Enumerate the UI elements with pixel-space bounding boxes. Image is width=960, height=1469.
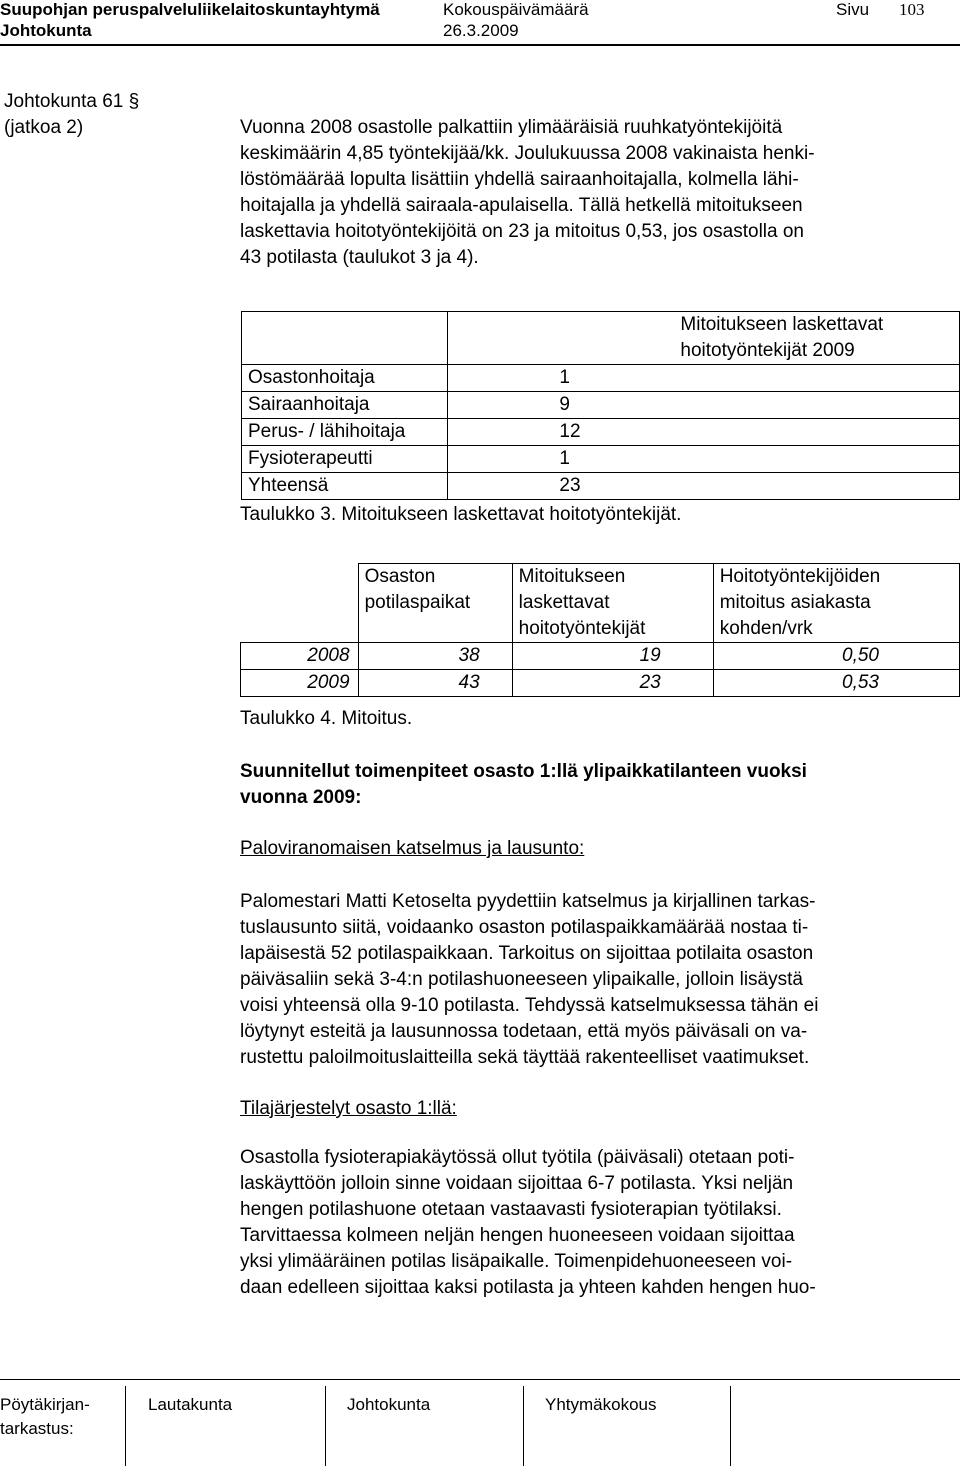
header-doc-type: Kokouspäivämäärä [443, 0, 589, 19]
table-header-line: Mitoitukseen [518, 566, 626, 587]
table-row [242, 419, 960, 446]
table-header-line: mitoitus asiakasta [719, 592, 871, 613]
table-cell [242, 312, 448, 365]
fire-inspection-heading: Paloviranomaisen katselmus ja lausunto: [240, 838, 585, 859]
row-places: 43 [358, 670, 512, 697]
heading-line: Suunnitellut toimenpiteet osasto 1:llä ylipaikkatilanteen vuoksi [240, 761, 807, 782]
row-value: 1 [448, 365, 960, 392]
side-item: Johtokunta 61 § [4, 91, 140, 112]
header-page-number: 103 [899, 0, 925, 19]
footer-line: tarkastus: [0, 1419, 74, 1438]
header-body: Johtokunta [0, 21, 92, 40]
space-arrangements-paragraph [240, 1145, 816, 1301]
staffing-table [241, 311, 960, 500]
paragraph-line: daan edelleen sijoittaa kaksi potilasta ja yhteen kahden hengen huo- [240, 1277, 816, 1298]
footer-divider [125, 1386, 126, 1466]
table-header-line: hoitotyöntekijät [518, 618, 646, 639]
paragraph-line: löytynyt esteitä ja lausunnossa todetaan, että myös päiväsali on va- [240, 1021, 808, 1042]
intro-line: keskimäärin 4,85 työntekijää/kk. Joulukuussa 2008 vakinaista henki- [240, 143, 815, 164]
footer-reviewer-label [0, 1393, 90, 1441]
footer-divider [523, 1386, 524, 1466]
table-row [242, 392, 960, 419]
header-page-label: Sivu [836, 0, 870, 19]
footer-divider [730, 1386, 731, 1466]
table4-caption: Taulukko 4. Mitoitus. [240, 708, 413, 729]
table-header-line: Mitoitukseen laskettavat [680, 314, 884, 335]
paragraph-line: rustettu paloilmoituslaitteilla sekä täyttää rakenteelliset vaatimukset. [240, 1047, 810, 1068]
row-year: 2008 [241, 643, 359, 670]
footer-line: Pöytäkirjan- [0, 1395, 90, 1414]
intro-line: hoitajalla ja yhdellä sairaala-apulaisella. Tällä hetkellä mitoitukseen [240, 195, 803, 216]
table-header-line: hoitotyöntekijät 2009 [680, 340, 855, 361]
header-rule [0, 44, 960, 46]
table-header-line: Osaston [364, 566, 436, 587]
intro-line: löstömäärää lopulta lisättiin yhdellä sairaanhoitajalla, kolmella lähi- [240, 169, 799, 190]
intro-paragraph [240, 115, 815, 271]
table-header-line: laskettavat [518, 592, 610, 613]
table-header-cell [512, 564, 713, 643]
table-row [242, 365, 960, 392]
paragraph-line: tuslausunto siitä, voidaanko osaston potilaspaikkamäärää nostaa ti- [240, 917, 809, 938]
section-heading [240, 759, 807, 811]
table-cell [241, 564, 359, 643]
paragraph-line: päiväsaliin sekä 3-4:n potilashuoneeseen ylipaikalle, jolloin lisäystä [240, 969, 803, 990]
intro-line: Vuonna 2008 osastolle palkattiin ylimääräisiä ruuhkatyöntekijöitä [240, 117, 783, 138]
row-label: Sairaanhoitaja [242, 392, 448, 419]
paragraph-line: yksi ylimääräinen potilas lisäpaikalle. Toimenpidehuoneeseen voi- [240, 1251, 793, 1272]
footer-rule [0, 1379, 960, 1380]
row-staff: 19 [512, 643, 713, 670]
paragraph-line: Osastolla fysioterapiakäytössä ollut työtila (päiväsali) otetaan poti- [240, 1147, 795, 1168]
row-ratio: 0,50 [713, 643, 959, 670]
paragraph-line: voisi yhteensä olla 9-10 potilasta. Tehdyssä katselmuksessa tähän ei [240, 995, 819, 1016]
intro-line: 43 potilasta (taulukot 3 ja 4). [240, 247, 479, 268]
footer-executive: Johtokunta [347, 1395, 431, 1414]
table-row [241, 643, 960, 670]
row-label: Osastonhoitaja [242, 365, 448, 392]
footer-divider [325, 1386, 326, 1466]
space-arrangements-heading: Tilajärjestelyt osasto 1:llä: [240, 1098, 457, 1119]
table-row [241, 670, 960, 697]
row-value: 1 [448, 446, 960, 473]
row-ratio: 0,53 [713, 670, 959, 697]
table-header-cell [448, 312, 960, 365]
row-staff: 23 [512, 670, 713, 697]
fire-inspection-paragraph [240, 889, 818, 1071]
table-row [241, 564, 960, 643]
paragraph-line: hengen potilashuone otetaan vastaavasti fysioterapian työtilaksi. [240, 1199, 782, 1220]
row-label: Yhteensä [242, 473, 448, 500]
table-row [242, 473, 960, 500]
row-value: 9 [448, 392, 960, 419]
table3-caption: Taulukko 3. Mitoitukseen laskettavat hoitotyöntekijät. [240, 504, 682, 525]
table-row [242, 446, 960, 473]
row-year: 2009 [241, 670, 359, 697]
table-header-line: Hoitotyöntekijöiden [719, 566, 881, 587]
paragraph-line: laskäyttöön jolloin sinne voidaan sijoittaa 6-7 potilasta. Yksi neljän [240, 1173, 794, 1194]
heading-line: vuonna 2009: [240, 787, 362, 808]
table-row [242, 312, 960, 365]
side-continuation: (jatkoa 2) [4, 117, 84, 138]
paragraph-line: Tarvittaessa kolmeen neljän hengen huoneeseen voidaan sijoittaa [240, 1225, 795, 1246]
row-value: 12 [448, 419, 960, 446]
ratio-table [240, 563, 960, 697]
intro-line: laskettavia hoitotyöntekijöitä on 23 ja mitoitus 0,53, jos osastolla on [240, 221, 804, 242]
paragraph-line: Palomestari Matti Ketoselta pyydettiin katselmus ja kirjallinen tarkas- [240, 891, 816, 912]
footer-assembly: Yhtymäkokous [545, 1395, 657, 1414]
row-value: 23 [448, 473, 960, 500]
footer-board: Lautakunta [148, 1395, 233, 1414]
header-org: Suupohjan peruspalveluliikelaitoskuntayhtymä [0, 0, 380, 19]
table-header-line: potilaspaikat [364, 592, 471, 613]
table-header-cell [358, 564, 512, 643]
paragraph-line: lapäisestä 52 potilaspaikkaan. Tarkoitus on sijoittaa potilaita osaston [240, 943, 814, 964]
row-label: Fysioterapeutti [242, 446, 448, 473]
table-header-cell [713, 564, 959, 643]
row-places: 38 [358, 643, 512, 670]
header-date: 26.3.2009 [443, 21, 519, 40]
row-label: Perus- / lähihoitaja [242, 419, 448, 446]
table-header-line: kohden/vrk [719, 618, 813, 639]
